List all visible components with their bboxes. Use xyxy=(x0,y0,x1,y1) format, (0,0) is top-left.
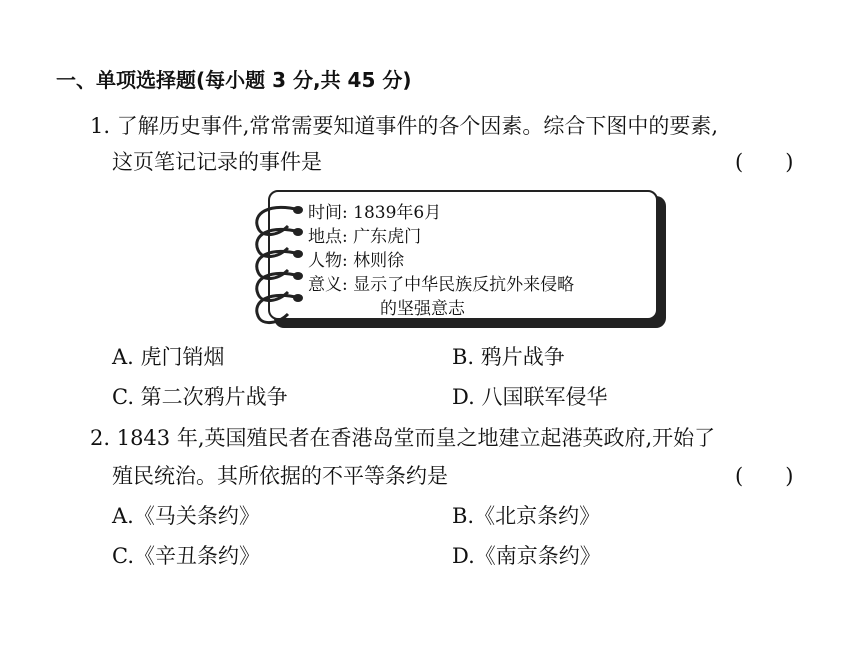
question-2-answer-blank: ( ) xyxy=(735,464,794,488)
question-2-option-a[interactable]: A.《马关条约》 xyxy=(112,504,260,528)
question-1-stem-line1: 1. 了解历史事件,常常需要知道事件的各个因素。综合下图中的要素, xyxy=(90,114,719,138)
notebook-place: 地点: 广东虎门 xyxy=(308,227,422,247)
question-2-stem-line1: 2. 1843 年,英国殖民者在香港岛堂而皇之地建立起港英政府,开始了 xyxy=(90,426,716,450)
notebook-figure xyxy=(248,188,666,328)
question-2-stem-line2: 殖民统治。其所依据的不平等条约是 xyxy=(112,464,448,488)
question-1-option-c[interactable]: C. 第二次鸦片战争 xyxy=(112,385,288,409)
question-1-option-a[interactable]: A. 虎门销烟 xyxy=(112,345,225,369)
question-2-option-b[interactable]: B.《北京条约》 xyxy=(452,504,601,528)
notebook-time: 时间: 1839年6月 xyxy=(308,203,442,223)
question-1-option-d[interactable]: D. 八国联军侵华 xyxy=(452,385,608,409)
question-1-stem-line2: 这页笔记记录的事件是 xyxy=(112,150,322,174)
question-1-option-b[interactable]: B. 鸦片战争 xyxy=(452,345,565,369)
notebook-significance-cont: 的坚强意志 xyxy=(380,299,465,319)
question-2-option-c[interactable]: C.《辛丑条约》 xyxy=(112,544,260,568)
question-2-option-d[interactable]: D.《南京条约》 xyxy=(452,544,601,568)
notebook-person: 人物: 林则徐 xyxy=(308,251,405,271)
notebook-significance: 意义: 显示了中华民族反抗外来侵略 xyxy=(308,275,575,295)
question-1-answer-blank: ( ) xyxy=(735,150,794,174)
section-title: 一、单项选择题(每小题 3 分,共 45 分) xyxy=(56,68,412,92)
